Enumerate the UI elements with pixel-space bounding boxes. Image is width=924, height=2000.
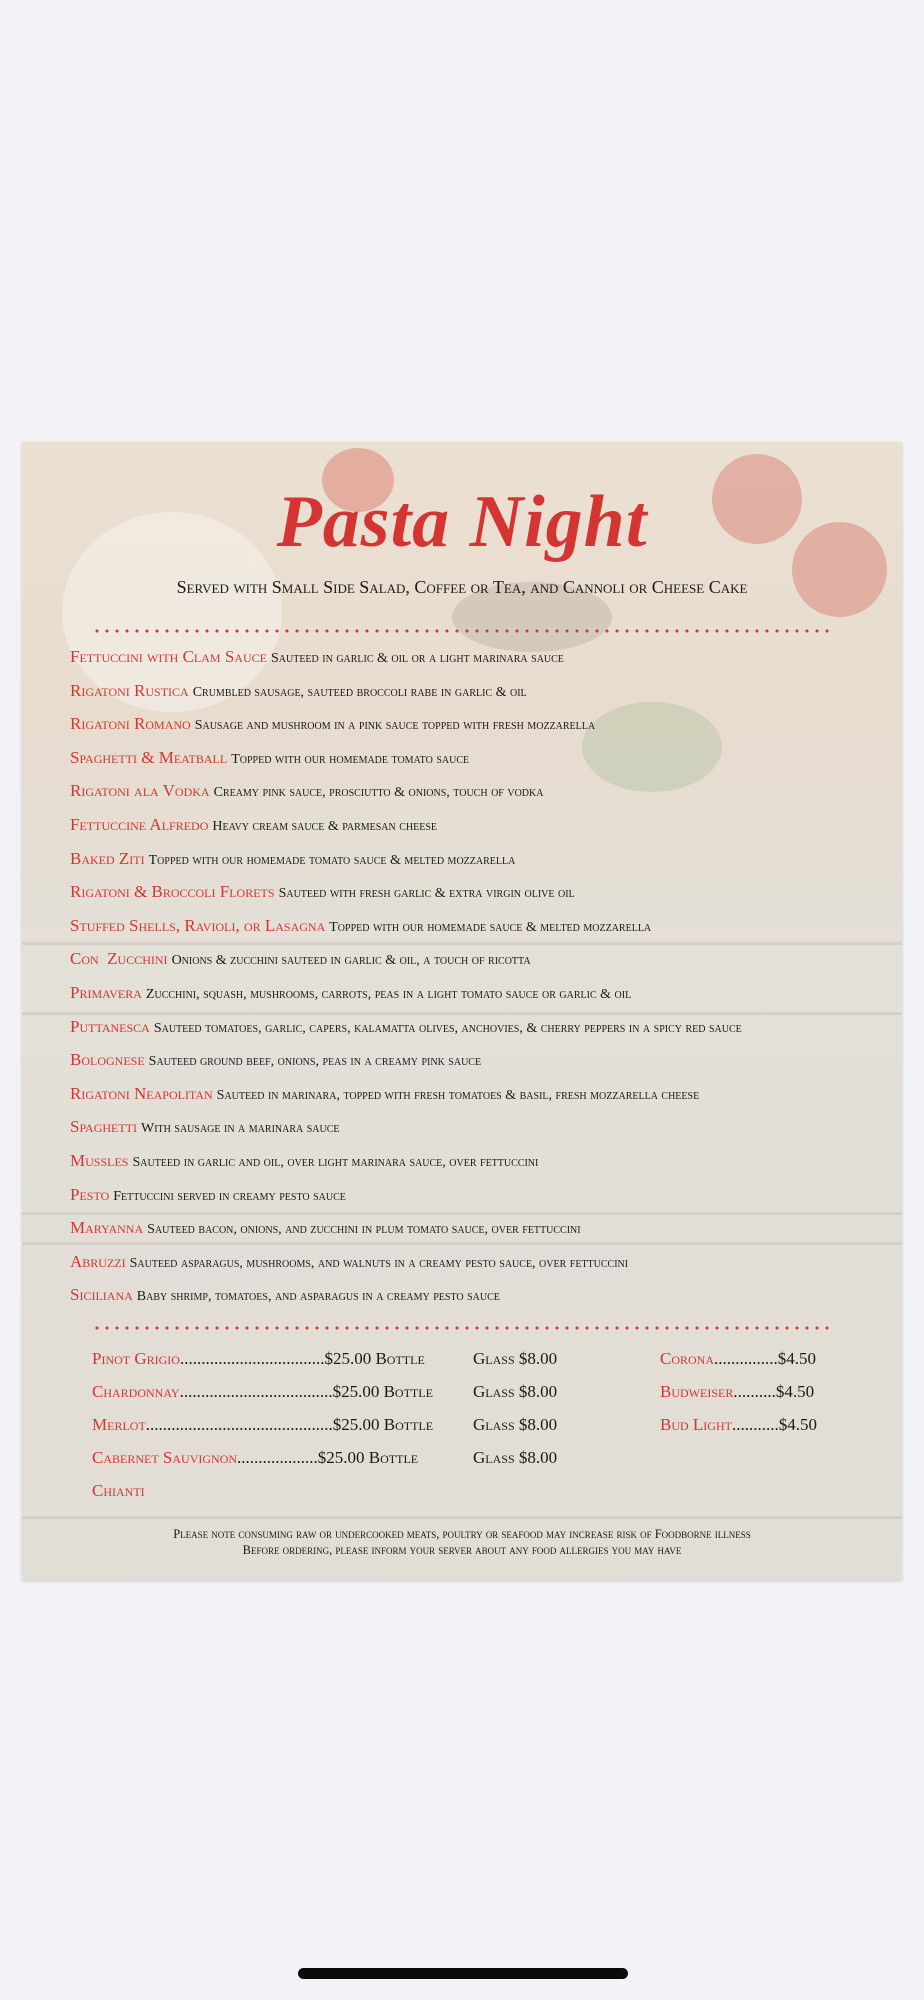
dish-description: Topped with our homemade sauce & melted mozzarella: [329, 919, 652, 935]
dish-name: Fettuccine Alfredo: [70, 814, 209, 834]
wine-glass-price: Glass $8.00: [473, 1415, 558, 1434]
dish-item: [70, 1144, 880, 1178]
dish-name: Primavera: [70, 982, 142, 1002]
dish-description: Topped with our homemade tomato sauce: [231, 751, 470, 767]
wine-glass-price: Glass $8.00: [473, 1382, 558, 1401]
dish-name: Rigatoni & Broccoli Florets: [70, 882, 275, 902]
menu-subtitle: Served with Small Side Salad, Coffee or Tea, and Cannoli or Cheese Cake: [176, 577, 748, 597]
dish-item: [70, 942, 880, 976]
wine-item: [92, 1441, 418, 1474]
dish-name: Fettuccini with Clam Sauce: [70, 647, 267, 666]
beer-item: [660, 1408, 817, 1441]
dish-description: Sauteed in garlic and oil, over light marinara sauce, over fettuccini: [132, 1154, 539, 1170]
dish-description: Baby shrimp, tomatoes, and asparagus in a creamy pesto sauce: [136, 1289, 500, 1305]
dot-leader: ............................................: [145, 1415, 333, 1434]
dish-description: Sauteed ground beef, onions, peas in a creamy pink sauce: [148, 1054, 482, 1070]
beer-item: [660, 1342, 816, 1375]
dish-item: [70, 842, 880, 876]
wine-bottle-price: $25.00 Bottle: [317, 1448, 419, 1467]
wine-glass-price: Glass $8.00: [473, 1349, 558, 1368]
dish-description: Sausage and mushroom in a pink sauce topped with fresh mozzarella: [194, 718, 596, 734]
beer-price: $4.50: [778, 1415, 817, 1434]
dish-item: [70, 1245, 880, 1279]
dish-item: [70, 875, 880, 909]
dish-name: Rigatoni Rustica: [70, 680, 189, 700]
footnote-line: Please note consuming raw or undercooked meats, poultry or seafood may increase risk of Foodborne illness: [173, 1527, 751, 1541]
dish-item: [70, 1043, 880, 1077]
dish-description: Creamy pink sauce, prosciutto & onions, touch of vodka: [213, 785, 544, 801]
beer-price: $4.50: [775, 1382, 815, 1401]
dish-item: [70, 741, 880, 775]
dish-description: Heavy cream sauce & parmesan cheese: [212, 818, 438, 834]
dish-name: Rigatoni Romano: [70, 714, 191, 734]
dot-leader: ...................: [237, 1448, 318, 1467]
dish-item: [70, 1010, 880, 1044]
dish-description: Sauteed in marinara, topped with fresh tomatoes & basil, fresh mozzarella cheese: [216, 1087, 700, 1103]
dot-leader: ..................................: [179, 1349, 325, 1368]
dish-item: [70, 640, 880, 674]
drinks-section: [92, 1342, 832, 1507]
beer-item: [660, 1375, 814, 1408]
dish-item: [70, 774, 880, 808]
dish-name: Baked Ziti: [70, 848, 145, 868]
footnote-line: Before ordering, please inform your server about any food allergies you may have: [242, 1543, 682, 1557]
wine-item: [92, 1375, 433, 1408]
wine-item: [92, 1408, 433, 1441]
wood-plank-line: [22, 1516, 902, 1519]
dish-item: [70, 1077, 880, 1111]
drink-row: [92, 1342, 832, 1375]
dish-name: Bolognese: [70, 1050, 145, 1070]
dish-name: Pesto: [70, 1184, 110, 1204]
dish-item: [70, 1178, 880, 1212]
beer-name: Bud Light: [660, 1415, 732, 1434]
wine-name: Chianti: [92, 1481, 145, 1500]
dish-name: Maryanna: [70, 1218, 144, 1238]
dish-description: Fettuccini served in creamy pesto sauce: [113, 1188, 346, 1204]
wine-glass-price: Glass $8.00: [473, 1448, 558, 1467]
dot-leader: ....................................: [179, 1382, 333, 1401]
drink-row: [92, 1375, 832, 1408]
dish-name: Spaghetti: [70, 1117, 138, 1137]
menu-title: Pasta Night: [276, 481, 648, 563]
dot-leader: ...............: [714, 1349, 778, 1368]
dish-item: [70, 1110, 880, 1144]
dish-item: [70, 976, 880, 1010]
dish-item: [70, 1211, 880, 1245]
menu-card: [22, 442, 902, 1580]
dish-description: Crumbled sausage, sauteed broccoli rabe in garlic & oil: [192, 684, 527, 700]
drink-row: [92, 1408, 832, 1441]
beer-name: Budweiser: [660, 1382, 734, 1401]
beer-name: Corona: [660, 1349, 715, 1368]
drink-row: [92, 1474, 832, 1507]
wine-bottle-price: $25.00 Bottle: [332, 1415, 434, 1434]
wine-item: [92, 1342, 425, 1375]
dish-item: [70, 1278, 880, 1312]
dish-description: Onions & zucchini sauteed in garlic & oil, a touch of ricotta: [171, 953, 531, 969]
dish-name: Con Zucchini: [70, 949, 168, 969]
dish-list: [70, 640, 880, 1312]
dish-description: Sauteed with fresh garlic & extra virgin olive oil: [278, 886, 575, 902]
dish-name: Puttanesca: [70, 1016, 150, 1036]
dot-leader: ...........: [731, 1415, 779, 1434]
wine-name: Chardonnay: [92, 1382, 180, 1401]
dish-description: Sauteed tomatoes, garlic, capers, kalamatta olives, anchovies, & cherry peppers in a spicy red sauce: [153, 1020, 742, 1036]
dish-name: Rigatoni ala Vodka: [70, 781, 210, 801]
dish-item: [70, 909, 880, 943]
dish-description: Sauteed bacon, onions, and zucchini in plum tomato sauce, over fettuccini: [147, 1222, 581, 1238]
dish-name: Siciliana: [70, 1285, 133, 1305]
wine-name: Merlot: [92, 1415, 146, 1434]
wine-name: Pinot Grigio: [92, 1349, 180, 1368]
wine-item: [92, 1474, 145, 1507]
wine-bottle-price: $25.00 Bottle: [324, 1349, 425, 1368]
dish-name: Rigatoni Neapolitan: [70, 1083, 213, 1103]
dish-description: With sausage in a marinara sauce: [141, 1121, 340, 1137]
dish-item: [70, 674, 880, 708]
dish-name: Abruzzi: [70, 1251, 126, 1271]
dish-description: Sauteed in garlic & oil or a light marinara sauce: [270, 651, 564, 666]
dish-item: [70, 707, 880, 741]
wine-name: Cabernet Sauvignon: [92, 1448, 238, 1467]
dish-name: Mussles: [70, 1150, 129, 1170]
dish-name: Spaghetti & Meatball: [70, 747, 228, 767]
allergy-notice: [22, 1526, 902, 1558]
home-indicator[interactable]: [298, 1968, 628, 1979]
dish-description: Zucchini, squash, mushrooms, carrots, peas in a light tomato sauce or garlic & oil: [145, 986, 632, 1002]
dish-item: [70, 808, 880, 842]
wine-bottle-price: $25.00 Bottle: [332, 1382, 433, 1401]
dotted-divider: [92, 629, 832, 633]
dish-description: Sauteed asparagus, mushrooms, and walnuts in a creamy pesto sauce, over fettuccini: [129, 1255, 629, 1271]
dotted-divider: [92, 1326, 832, 1330]
dish-description: Topped with our homemade tomato sauce & melted mozzarella: [148, 852, 516, 868]
beer-price: $4.50: [777, 1349, 817, 1368]
dot-leader: ..........: [733, 1382, 776, 1401]
drink-row: [92, 1441, 832, 1474]
dish-name: Stuffed Shells, Ravioli, or Lasagna: [70, 915, 326, 935]
